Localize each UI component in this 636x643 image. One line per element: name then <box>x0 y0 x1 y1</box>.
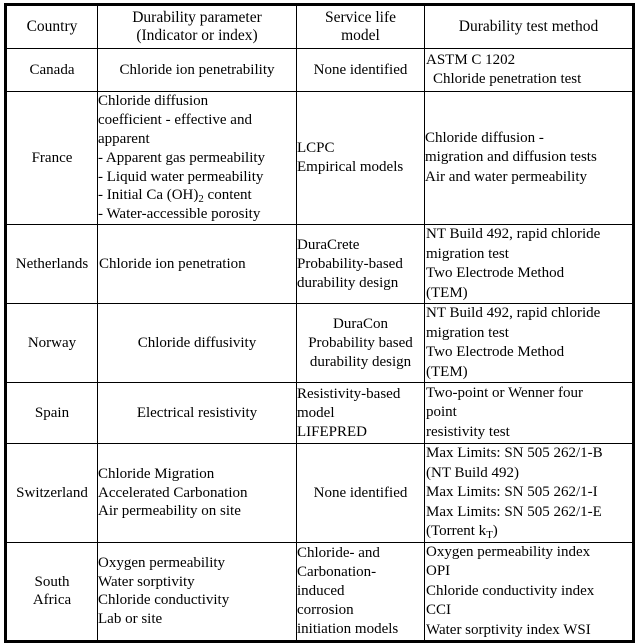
method-line: CCI <box>426 602 452 619</box>
model-line: initiation models <box>297 620 399 637</box>
table-row <box>6 304 634 383</box>
table-row <box>6 444 634 543</box>
parameter-line: - Liquid water permeability <box>98 168 264 185</box>
model-line: DuraCon <box>333 315 388 332</box>
cell-test-method <box>425 49 634 92</box>
column-header-durability-test-method <box>425 5 634 49</box>
parameter-line: Oxygen permeability <box>98 554 226 571</box>
subscript-2: 2 <box>198 193 204 206</box>
cell-service-life-model <box>297 49 425 92</box>
model-line: None identified <box>313 61 408 78</box>
column-header-service-life-model <box>297 5 425 49</box>
table-row <box>6 225 634 304</box>
method-line: ASTM C 1202 <box>426 51 516 68</box>
method-line-torrent-kt: (Torrent $k_T$) <box>426 523 498 542</box>
cell-service-life-model <box>297 304 425 383</box>
parameter-line: Chloride ion penetration <box>99 255 246 272</box>
method-line: Chloride conductivity index <box>426 582 595 599</box>
cell-test-method <box>425 383 634 444</box>
cell-country <box>6 383 98 444</box>
method-line: (TEM) <box>426 363 468 380</box>
parameter-line: Lab or site <box>98 611 163 628</box>
model-line: None identified <box>313 484 408 501</box>
method-line: resistivity test <box>426 423 510 440</box>
cell-durability-parameter <box>98 383 297 444</box>
cell-country <box>6 225 98 304</box>
cell-service-life-model <box>297 225 425 304</box>
parameter-line: Water sorptivity <box>98 573 195 590</box>
method-line: NT Build 492, rapid chloride <box>426 305 601 322</box>
country-name: Norway <box>27 335 77 352</box>
model-line: Probability-based <box>297 255 403 272</box>
cell-durability-parameter <box>98 49 297 92</box>
method-line: migration and diffusion tests <box>425 149 597 166</box>
header-line: Durability test method <box>458 17 599 35</box>
method-line: point <box>426 404 457 421</box>
country-name: France <box>31 149 73 166</box>
parameter-line: coefficient - effective and <box>98 111 252 128</box>
cell-test-method <box>425 92 634 225</box>
parameter-line: Accelerated Carbonation <box>98 484 248 501</box>
cell-durability-parameter <box>98 542 297 642</box>
method-line: migration test <box>426 245 509 262</box>
model-line: durability design <box>309 353 412 370</box>
model-line: Chloride- and <box>297 545 380 562</box>
country-name: South <box>34 574 70 591</box>
model-line: model <box>297 404 335 421</box>
cell-durability-parameter <box>98 304 297 383</box>
model-line: LIFEPRED <box>297 423 368 440</box>
cell-test-method <box>425 304 634 383</box>
header-line: Durability parameter <box>132 8 262 26</box>
model-line: durability design <box>297 274 399 291</box>
method-line: Water sorptivity index WSI <box>426 621 591 638</box>
cell-durability-parameter <box>98 444 297 543</box>
cell-service-life-model <box>297 444 425 543</box>
method-line: Air and water permeability <box>425 168 588 185</box>
table-row <box>6 383 634 444</box>
cell-test-method <box>425 225 634 304</box>
parameter-line: - Water-accessible porosity <box>98 206 261 223</box>
table-body <box>6 49 634 642</box>
table-header <box>6 5 634 49</box>
method-line: (NT Build 492) <box>426 464 520 481</box>
method-line: Two-point or Wenner four <box>426 384 584 401</box>
model-line: Probability based <box>308 334 413 351</box>
method-line: Max Limits: SN 505 262/1-E <box>426 503 602 520</box>
country-name: Netherlands <box>15 256 89 273</box>
subscript-t: T <box>486 529 493 542</box>
model-line: induced <box>297 583 345 600</box>
parameter-line: - Apparent gas permeability <box>98 149 266 166</box>
method-line: OPI <box>426 563 451 580</box>
method-line: Two Electrode Method <box>426 265 565 282</box>
header-line: Country <box>26 17 78 35</box>
country-name: Canada <box>29 61 75 78</box>
cell-country <box>6 542 98 642</box>
column-header-durability-parameter <box>98 5 297 49</box>
table-row <box>6 92 634 225</box>
cell-country <box>6 304 98 383</box>
parameter-line: Electrical resistivity <box>136 404 258 421</box>
cell-country <box>6 92 98 225</box>
parameter-line: apparent <box>98 130 150 147</box>
method-line: Max Limits: SN 505 262/1-I <box>426 484 598 501</box>
model-line: corrosion <box>297 601 354 618</box>
column-header-country <box>6 5 98 49</box>
durability-comparison-table <box>4 3 635 643</box>
cell-service-life-model <box>297 92 425 225</box>
header-line: Service life <box>324 8 396 26</box>
parameter-line: Chloride diffusion <box>98 93 209 109</box>
model-line: DuraCrete <box>297 236 360 253</box>
parameter-line: Chloride Migration <box>98 465 215 482</box>
country-name: Spain <box>34 405 70 422</box>
country-name: Switzerland <box>16 484 88 501</box>
model-line: Carbonation- <box>297 564 377 581</box>
country-name: Africa <box>32 592 72 609</box>
method-line: Chloride diffusion - <box>425 129 544 146</box>
parameter-line: Chloride diffusivity <box>137 334 257 351</box>
cell-durability-parameter <box>98 225 297 304</box>
model-line: LCPC <box>297 140 335 157</box>
table-row <box>6 49 634 92</box>
method-line: Oxygen permeability index <box>426 543 591 560</box>
method-line: Max Limits: SN 505 262/1-B <box>426 445 603 462</box>
cell-durability-parameter <box>98 92 297 225</box>
header-line: (Indicator or index) <box>136 27 258 44</box>
method-line: migration test <box>426 324 509 341</box>
header-row <box>6 5 634 49</box>
parameter-line-ca-oh2: - Initial Ca $(OH)_2$ content <box>98 187 252 206</box>
method-line: Two Electrode Method <box>426 344 565 361</box>
table-row <box>6 542 634 642</box>
model-line: Resistivity-based <box>297 385 401 402</box>
cell-test-method <box>425 542 634 642</box>
method-line: NT Build 492, rapid chloride <box>426 226 601 243</box>
model-line: Empirical models <box>297 159 404 176</box>
parameter-line: Air permeability on site <box>98 503 241 520</box>
cell-country <box>6 49 98 92</box>
header-line: model <box>341 27 380 44</box>
method-line: (TEM) <box>426 284 468 301</box>
cell-service-life-model <box>297 383 425 444</box>
cell-test-method <box>425 444 634 543</box>
parameter-line: Chloride ion penetrability <box>119 61 275 78</box>
method-line: Chloride penetration test <box>433 71 582 87</box>
parameter-line: Chloride conductivity <box>98 592 230 609</box>
cell-country <box>6 444 98 543</box>
cell-service-life-model <box>297 542 425 642</box>
